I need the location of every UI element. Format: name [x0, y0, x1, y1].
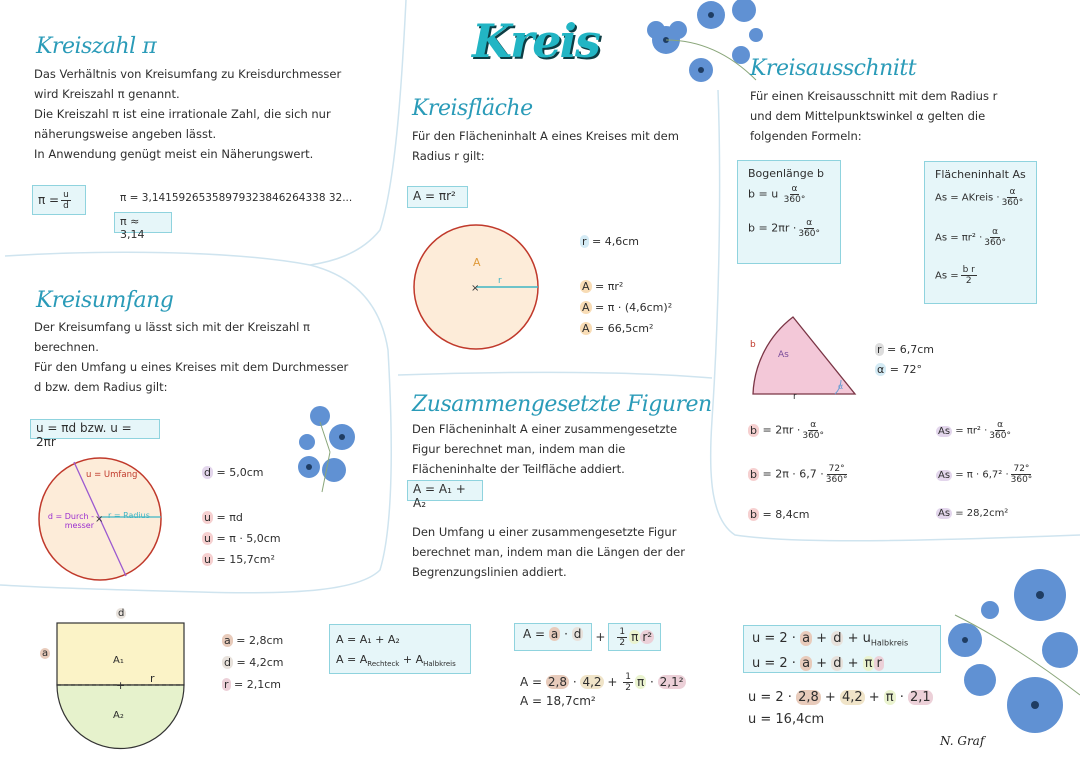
sector-diagram	[745, 312, 865, 402]
composite-perimeter-calc-1: u = 2 · 2,8 + 4,2 + π · 2,1	[748, 690, 931, 705]
diagram-label-a: a	[42, 648, 49, 659]
composite-perimeter-box: $u = 2 \cdot a + d + u_{Halbkreis}$ u = 2 · a + d + π r	[743, 625, 941, 673]
text-line: Figur berechnet man, indem man die	[412, 442, 626, 456]
rectangle-term-box: A = a · d	[514, 623, 592, 651]
section-heading-kreisflaeche: Kreisfläche	[412, 96, 533, 121]
text-line: In Anwendung genügt meist ein Näherungswert.	[34, 147, 314, 161]
formula-box-perimeter: u = πd bzw. u = 2πr	[30, 419, 160, 439]
text-line: Radius r gilt:	[412, 149, 485, 163]
composite-area-calc-1: A = 2,8 · 4,2 + $\frac{1}{2}$ π · 2,1²	[520, 672, 684, 693]
arc-length-box	[737, 160, 841, 264]
text-line: Den Umfang u einer zusammengesetzte Figur	[412, 525, 677, 539]
text-line: Den Flächeninhalt A einer zusammengesetzte	[412, 422, 678, 436]
text-line: Der Kreisumfang u lässt sich mit der Kreiszahl π	[34, 320, 310, 334]
text-line: Für den Flächeninhalt A eines Kreises mit dem	[412, 129, 679, 143]
text-line: wird Kreiszahl π genannt.	[34, 87, 180, 101]
sector-formula-1: As = AKreis · $\frac{\alpha}{360^\circ}$	[935, 187, 1024, 208]
sector-formula-2: As = πr² · $\frac{\alpha}{360^\circ}$	[935, 227, 1006, 248]
svg-text:×: ×	[95, 514, 104, 525]
box-title: Bogenlänge b	[748, 167, 824, 180]
perimeter-calculation: u = πd u = π · 5,0cm u = 15,7cm²	[204, 511, 281, 566]
sector-given: r = 6,7cm α = 72°	[877, 343, 934, 376]
pi-approx-box: π ≈ 3,14	[114, 212, 172, 233]
text-line: näherungsweise angeben lässt.	[34, 127, 217, 141]
kreisausschnitt-text	[750, 86, 1050, 146]
pi-value: π = 3,14159265358979323846264338 32...	[120, 192, 353, 204]
page-title: Kreis	[472, 14, 599, 68]
given-diameter: d = 5,0cm	[204, 466, 264, 479]
section-heading-kreisausschnitt: Kreisausschnitt	[750, 56, 917, 81]
calc-line: A = πr²	[582, 280, 624, 293]
box-title: Flächeninhalt As	[935, 168, 1026, 181]
flower-decoration-middle-icon	[292, 402, 367, 497]
zusammengesetzt-text-perimeter	[412, 522, 712, 582]
text-line: Das Verhältnis von Kreisumfang zu Kreisdurchmesser	[34, 67, 342, 81]
section-heading-zusammengesetzt: Zusammengesetzte Figuren	[412, 392, 712, 417]
semicircle-term-box: $\frac{1}{2}$ π r²	[608, 623, 661, 651]
calc-line: A = π · (4,6cm)²	[582, 301, 673, 314]
section-heading-kreisumfang: Kreisumfang	[36, 288, 174, 313]
circle-area-diagram	[410, 220, 545, 355]
flower-decoration-top-icon	[636, 0, 766, 95]
sector-label-b: b	[750, 340, 756, 350]
composite-area-calc-2: A = 18,7cm²	[520, 694, 596, 708]
flower-decoration-bottom-icon	[945, 555, 1080, 740]
formula-box-pi	[32, 185, 86, 215]
diagram-label-r: r	[150, 672, 155, 685]
composite-area-formula: A = a · d + $\frac{1}{2}$ π r²	[514, 623, 661, 651]
diagram-label-radius: r = Radius	[108, 511, 150, 520]
formula-lhs: π =	[38, 193, 60, 207]
text-line: berechnet man, indem man die Längen der der	[412, 545, 685, 559]
diagram-label-radius: r	[498, 276, 502, 286]
arc-length-calculation: b = 2πr · $\frac{\alpha}{360^\circ}$ b = 2π · 6,7 · $\frac{72^\circ}{360^\circ}$ b = 8,4cm	[750, 420, 848, 521]
text-line: folgenden Formeln:	[750, 129, 862, 143]
sector-area-box	[924, 161, 1037, 304]
value-r: = 4,6cm	[588, 235, 639, 248]
kreiszahl-text	[34, 64, 374, 164]
sector-label-as: As	[778, 350, 789, 360]
signature: N. Graf	[940, 734, 985, 748]
text-line: Für einen Kreisausschnitt mit dem Radius r	[750, 89, 998, 103]
fraction-u-over-d: $\frac{u}{d}$	[63, 189, 69, 211]
composite-figure-diagram	[50, 620, 190, 750]
diagram-label-umfang: u = Umfang	[86, 470, 138, 480]
text-line: und dem Mittelpunktswinkel α gelten die	[750, 109, 986, 123]
svg-text:+: +	[116, 679, 126, 692]
formula-box-area: A = πr²	[407, 186, 468, 208]
zusammengesetzt-text-area	[412, 419, 712, 479]
arc-formula-2: b = 2πr · $\frac{\alpha}{360^\circ}$	[748, 218, 821, 239]
sector-label-alpha: α	[838, 382, 844, 391]
arc-formula-1: b = u $\frac{\alpha}{360^\circ}$	[748, 184, 806, 205]
composite-perimeter-calc-2: u = 16,4cm	[748, 712, 825, 727]
sector-area-calculation: As = πr² · $\frac{\alpha}{360^\circ}$ As = π · 6,7² · $\frac{72^\circ}{360^\circ}$ As = 28,2cm²	[938, 420, 1033, 519]
symbol-r: r	[582, 235, 587, 248]
diagram-label-a1: A₁	[113, 655, 124, 666]
given-radius	[580, 235, 639, 248]
kreisumfang-text	[34, 317, 379, 397]
text-line: Begrenzungslinien addiert.	[412, 565, 567, 579]
section-heading-kreiszahl: Kreiszahl π	[36, 34, 157, 59]
formula-box-composite-area: A = A₁ + A₂	[407, 480, 483, 501]
text-line: berechnen.	[34, 340, 99, 354]
diagram-label-d: d	[118, 608, 125, 619]
example-given: a = 2,8cm d = 4,2cm r = 2,1cm	[224, 634, 284, 691]
diagram-label-area: A	[473, 256, 481, 269]
svg-text:×: ×	[471, 283, 480, 294]
kreisflaeche-text	[412, 126, 712, 166]
diagram-label-a2: A₂	[113, 710, 124, 721]
composite-area-box: A = A₁ + A₂ $A = A_{Rechteck} + A_{Halbkreis}$	[329, 624, 471, 674]
text-line: Die Kreiszahl π ist eine irrationale Zahl, die sich nur	[34, 107, 331, 121]
sector-formula-3: As = $\frac{\text{b r}}{2}$	[935, 265, 975, 286]
text-line: Für den Umfang u eines Kreises mit dem Durchmesser	[34, 360, 349, 374]
area-calculation	[580, 276, 672, 339]
sector-label-r: r	[793, 392, 797, 402]
text-line: d bzw. dem Radius gilt:	[34, 380, 168, 394]
diagram-label-durchmesser: d = Durch - messer	[47, 512, 94, 530]
text-line: Flächeninhalte der Teilfläche addiert.	[412, 462, 625, 476]
calc-line: A = 66,5cm²	[582, 322, 654, 335]
